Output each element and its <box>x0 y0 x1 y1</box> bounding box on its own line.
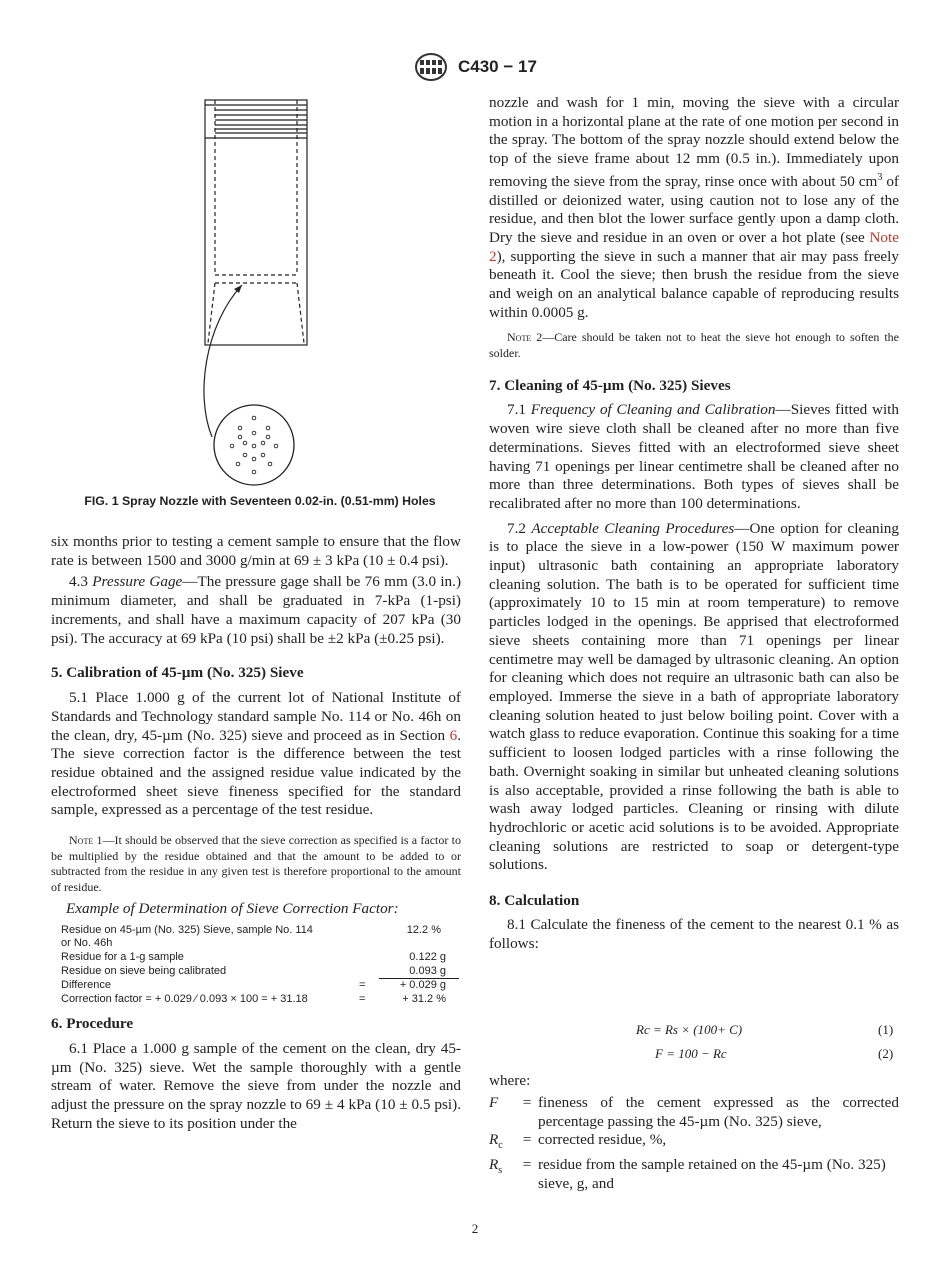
example-row-label: or No. 46h <box>61 936 113 949</box>
section-6-link[interactable]: 6 <box>449 726 458 744</box>
example-row-value: + 0.029 g <box>399 978 446 991</box>
equation-2: F = 100 − Rc <box>655 1046 727 1061</box>
equation-1-number: (1) <box>878 1022 894 1037</box>
example-row-label: Residue for a 1-g sample <box>61 950 184 963</box>
paragraph-7-2: 7.2 Acceptable Cleaning Procedures—One option for cleaning is to place the sieve in a low-power (150 W maximum power input) ultrasonic bath containing an appropriate laboratory cleaning solution. The bath is to be operated for sufficient time (approximately 10 to 15 min at room temperature) to remove particles lodged in the openings. Be apprised that electroformed sieve sheets containing more than 71 openings per linear centimetre may well be damaged by ultrasonic cleaning. An option for cleaning which does not require an ultrasonic bath can also be employed. Immerse the sieve in a bath of appropriate laboratory cleaning solution heated to just below boiling point. Cover with a watch glass to reduce evaporation. Continue this soaking for a time sufficient to loosen lodged particles with a rinse following the bath. Overnight soaking in similar but unheated cleaning solutions is also acceptable, provided a rinse following the bath is able to wash away lodged particles. Cleaning or rinsing with dilute hydrochloric or acetic acid solutions is to be avoided. Appropriate cleaning solutions are restricted to soap or detergent-type solutions. <box>489 519 899 874</box>
paragraph-text: —The pressure gage shall be 76 mm (3.0 in.) minimum diameter, and shall be graduated in 7-kPa (1-psi) increments, and shall have a maximum capacity of 207 kPa (30 psi). The accuracy at 69 kPa (10 psi) shall be ±2 kPa (±0.25 psi). <box>51 573 461 647</box>
definition-row: $R_c$ = corrected residue, %, <box>489 1131 667 1152</box>
example-row-value: 0.122 g <box>409 950 446 963</box>
example-row-label: Correction factor = + 0.029 ⁄ 0.093 × 100 = + 31.18 <box>61 992 308 1005</box>
nozzle-face <box>214 405 294 485</box>
example-row-eq: = <box>359 992 366 1005</box>
note-2-link[interactable]: Note 2 <box>489 228 899 265</box>
example-row-value: 0.093 g <box>409 964 446 977</box>
spray-nozzle-figure <box>150 95 480 495</box>
figure-caption: FIG. 1 Spray Nozzle with Seventeen 0.02-in. (0.51-mm) Holes <box>84 494 436 508</box>
paragraph-7-1: 7.1 Frequency of Cleaning and Calibration—Sieves fitted with woven wire sieve cloth shall be cleaned after no more than five determinations. Sieves fitted with an electroformed sieve sheet having 71 openings per linear centimetre shall be cleaned after no more than three determinations. Both types of sieves shall be recalibrated after no more than 100 determinations. <box>489 401 899 512</box>
example-row-label: Difference <box>61 978 111 991</box>
definitions-list <box>489 1094 899 1194</box>
equation-1: Rc = Rs × (100+ C) <box>636 1022 743 1037</box>
paragraph-title: Pressure Gage <box>92 573 183 591</box>
example-table <box>51 924 461 1004</box>
definition-row: $R_s$ = residue from the sample retained on the 45-µm (No. 325) sieve, g, and <box>489 1156 886 1192</box>
paragraph-4-2-continued: six months prior to testing a cement sample to ensure that the flow rate is between 1500 and 3000 g/min at 69 ± 3 kPa (10 ± 0.4 psi). <box>51 533 461 569</box>
paragraph-6-1: 6.1 Place a 1.000 g sample of the cement on the clean, dry 45-µm (No. 325) sieve. Wet the sample thoroughly with a gentle stream of water. Remove the sieve from under the nozzle and adjust the pressure on the spray nozzle to 69 ± 4 kPa (10 ± 0.5 psi). Return the sieve to its position under the <box>51 1039 461 1132</box>
example-row-value: + 31.2 % <box>402 992 446 1005</box>
section-7-heading: 7. Cleaning of 45-µm (No. 325) Sieves <box>489 377 731 395</box>
section-6-heading: 6. Procedure <box>51 1014 134 1032</box>
page-number: 2 <box>471 1221 479 1236</box>
paragraph-5-1: 5.1 Place 1.000 g of the current lot of National Institute of Standards and Technology standard sample No. 114 or No. 46h on the clean, dry, 45-µm (No. 325) sieve and proceed as in Section 6. The sieve correction factor is the difference between the test residue obtained and the assigned residue value indicated by the electroformed sheet sieve fineness specified for the standard sample, expressed as a percentage of the test residue. <box>51 689 461 819</box>
section-5-heading: 5. Calibration of 45-µm (No. 325) Sieve <box>51 664 304 682</box>
left-column <box>51 533 461 1133</box>
section-8-heading: 8. Calculation <box>489 892 580 910</box>
note-1: Note 1—It should be observed that the sieve correction as specified is a factor to be multiplied by the residue obtained and that the amount to be added to or subtracted from the residue in any given test is therefore proportional to the amount of residue. <box>51 833 461 894</box>
paragraph-6-1-continued: nozzle and wash for 1 min, moving the sieve with a circular motion in a horizontal plane at the rate of one motion per second in the spray. The bottom of the spray nozzle should extend below the top of the sieve frame about 12 mm (0.5 in.). Immediately upon removing the sieve from the spray, rinse once with about 50 $cm^3$ of distilled or deionized water, using caution not to lose any of the residue, and then blot the lower surface gently upon a damp cloth. Dry the sieve and residue in an oven or over a hot plate (see Note 2), supporting the sieve in such a manner that air may pass freely beneath it. Cool the sieve; then brush the residue from the sieve and weigh on an analytical balance capable of reproducing results within 0.0005 g. <box>489 94 899 321</box>
example-row-label: Residue on 45-µm (No. 325) Sieve, sample No. 114 <box>61 923 313 936</box>
nozzle-body <box>205 100 307 345</box>
example-title: Example of Determination of Sieve Correction Factor: <box>66 900 399 918</box>
paragraph-8-1: 8.1 Calculate the fineness of the cement to the nearest 0.1 % as follows: <box>489 916 899 952</box>
note-2: Note 2—Care should be taken not to heat the sieve hot enough to soften the solder. <box>489 330 899 360</box>
astm-logo-icon <box>414 52 448 82</box>
example-row-eq: = <box>359 978 366 991</box>
page-header <box>414 52 564 82</box>
paragraph-number: 4.3 <box>69 573 88 591</box>
example-row-label: Residue on sieve being calibrated <box>61 964 227 977</box>
right-column <box>489 94 899 953</box>
example-row-value: 12.2 % <box>406 923 441 936</box>
paragraph-4-3 <box>51 573 461 648</box>
definition-row: F = fineness of the cement expressed as the corrected percentage passing the 45-µm (No. 325) sieve, <box>489 1094 899 1130</box>
where-label: where: <box>489 1072 531 1089</box>
equation-2-number: (2) <box>878 1046 894 1061</box>
document-designation: C430 − 17 <box>458 57 537 76</box>
